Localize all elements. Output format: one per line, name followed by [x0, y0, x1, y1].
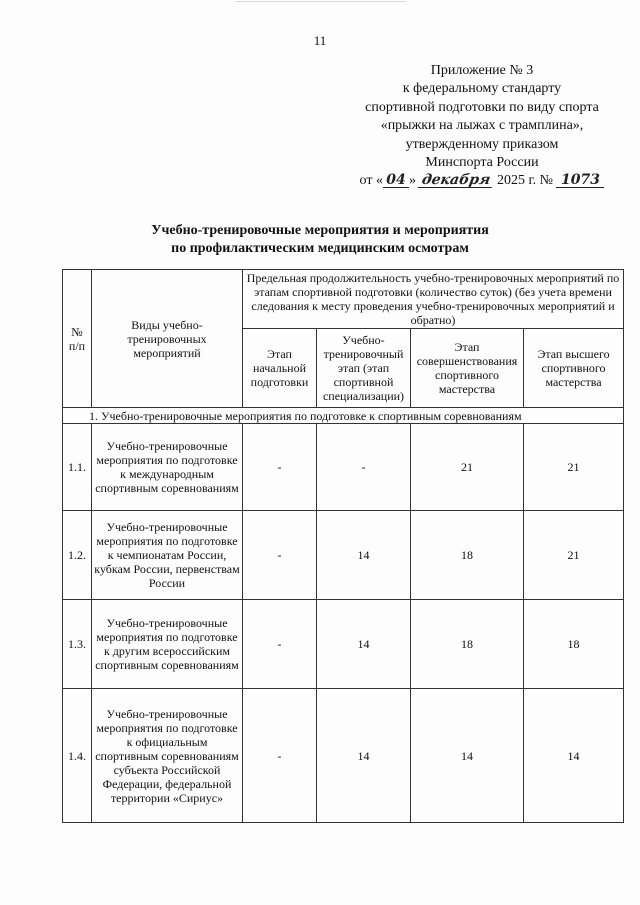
appendix-block: [340, 62, 624, 191]
header-duration: Предельная продолжительность учебно-тренировочных мероприятий по этапам спортивной подготовки (количество суток) (без учета времени следования к месту проведения учебно-тренировочных мероприятий и обратно): [243, 270, 624, 329]
handwritten-month: декабря: [418, 173, 495, 188]
row-num: 1.3.: [63, 600, 92, 689]
table-row: [63, 424, 624, 511]
events-table: [62, 269, 624, 823]
row-name: Учебно-тренировочные мероприятия по подготовке к чемпионатам России, кубкам России, первенствам России: [92, 511, 243, 600]
appendix-line: спортивной подготовки по виду спорта: [365, 99, 599, 115]
header-stage-higher: Этап высшего спортивного мастерства: [524, 329, 624, 408]
scan-edge-line: [236, 1, 406, 2]
table-row: [63, 600, 624, 689]
table-row: [63, 511, 624, 600]
section-title: 1. Учебно-тренировочные мероприятия по подготовке к спортивным соревнованиям: [63, 408, 624, 424]
header-stage-initial: Этап начальной подготовки: [243, 329, 317, 408]
header-row-1: [63, 270, 624, 329]
cell-initial: -: [243, 689, 317, 823]
appendix-line: Приложение № 3: [430, 63, 534, 78]
cell-higher: 21: [524, 511, 624, 600]
cell-higher: 14: [524, 689, 624, 823]
header-stage-improvement: Этап совершенствования спортивного мастерства: [411, 329, 524, 408]
appendix-line: Минспорта России: [425, 155, 539, 171]
cell-initial: -: [243, 424, 317, 511]
cell-higher: 21: [524, 424, 624, 511]
row-num: 1.4.: [63, 689, 92, 823]
table-row: [63, 689, 624, 823]
row-name: Учебно-тренировочные мероприятия по подготовке к другим всероссийским спортивным соревнованиям: [92, 600, 243, 689]
section-row: [63, 408, 624, 424]
cell-improvement: 18: [411, 600, 524, 689]
cell-improvement: 21: [411, 424, 524, 511]
title-line-1: Учебно-тренировочные мероприятия и мероприятия: [151, 223, 489, 238]
page-number: 11: [313, 33, 327, 48]
cell-improvement: 18: [411, 511, 524, 600]
cell-training: 14: [317, 600, 411, 689]
handwritten-day: 04: [383, 173, 409, 188]
date-prefix: от «: [359, 173, 383, 189]
cell-higher: 18: [524, 600, 624, 689]
date-mid: »: [408, 173, 416, 189]
appendix-line: «прыжки на лыжах с трамплина»,: [380, 118, 584, 134]
cell-initial: -: [243, 511, 317, 600]
handwritten-order-number: 1073: [556, 173, 604, 188]
header-stage-training: Учебно-тренировочный этап (этап спортивной специализации): [317, 329, 411, 408]
order-date-line: [340, 172, 624, 190]
appendix-line: утвержденному приказом: [405, 136, 559, 152]
document-title: [0, 222, 640, 258]
row-num: 1.2.: [63, 511, 92, 600]
row-name: Учебно-тренировочные мероприятия по подготовке к официальным спортивным соревнованиям субъекта Российской Федерации, федеральной территории «Сириус»: [92, 689, 243, 823]
cell-training: 14: [317, 511, 411, 600]
header-kind: Виды учебно-тренировочных мероприятий: [92, 270, 243, 408]
cell-improvement: 14: [411, 689, 524, 823]
date-year: 2025 г. №: [496, 173, 553, 189]
row-num: 1.1.: [63, 424, 92, 511]
cell-initial: -: [243, 600, 317, 689]
appendix-line: к федеральному стандарту: [402, 81, 562, 97]
cell-training: 14: [317, 689, 411, 823]
title-line-2: по профилактическим медицинским осмотрам: [171, 241, 469, 256]
header-num: № п/п: [63, 270, 92, 408]
cell-training: -: [317, 424, 411, 511]
row-name: Учебно-тренировочные мероприятия по подготовке к международным спортивным соревнованиям: [92, 424, 243, 511]
